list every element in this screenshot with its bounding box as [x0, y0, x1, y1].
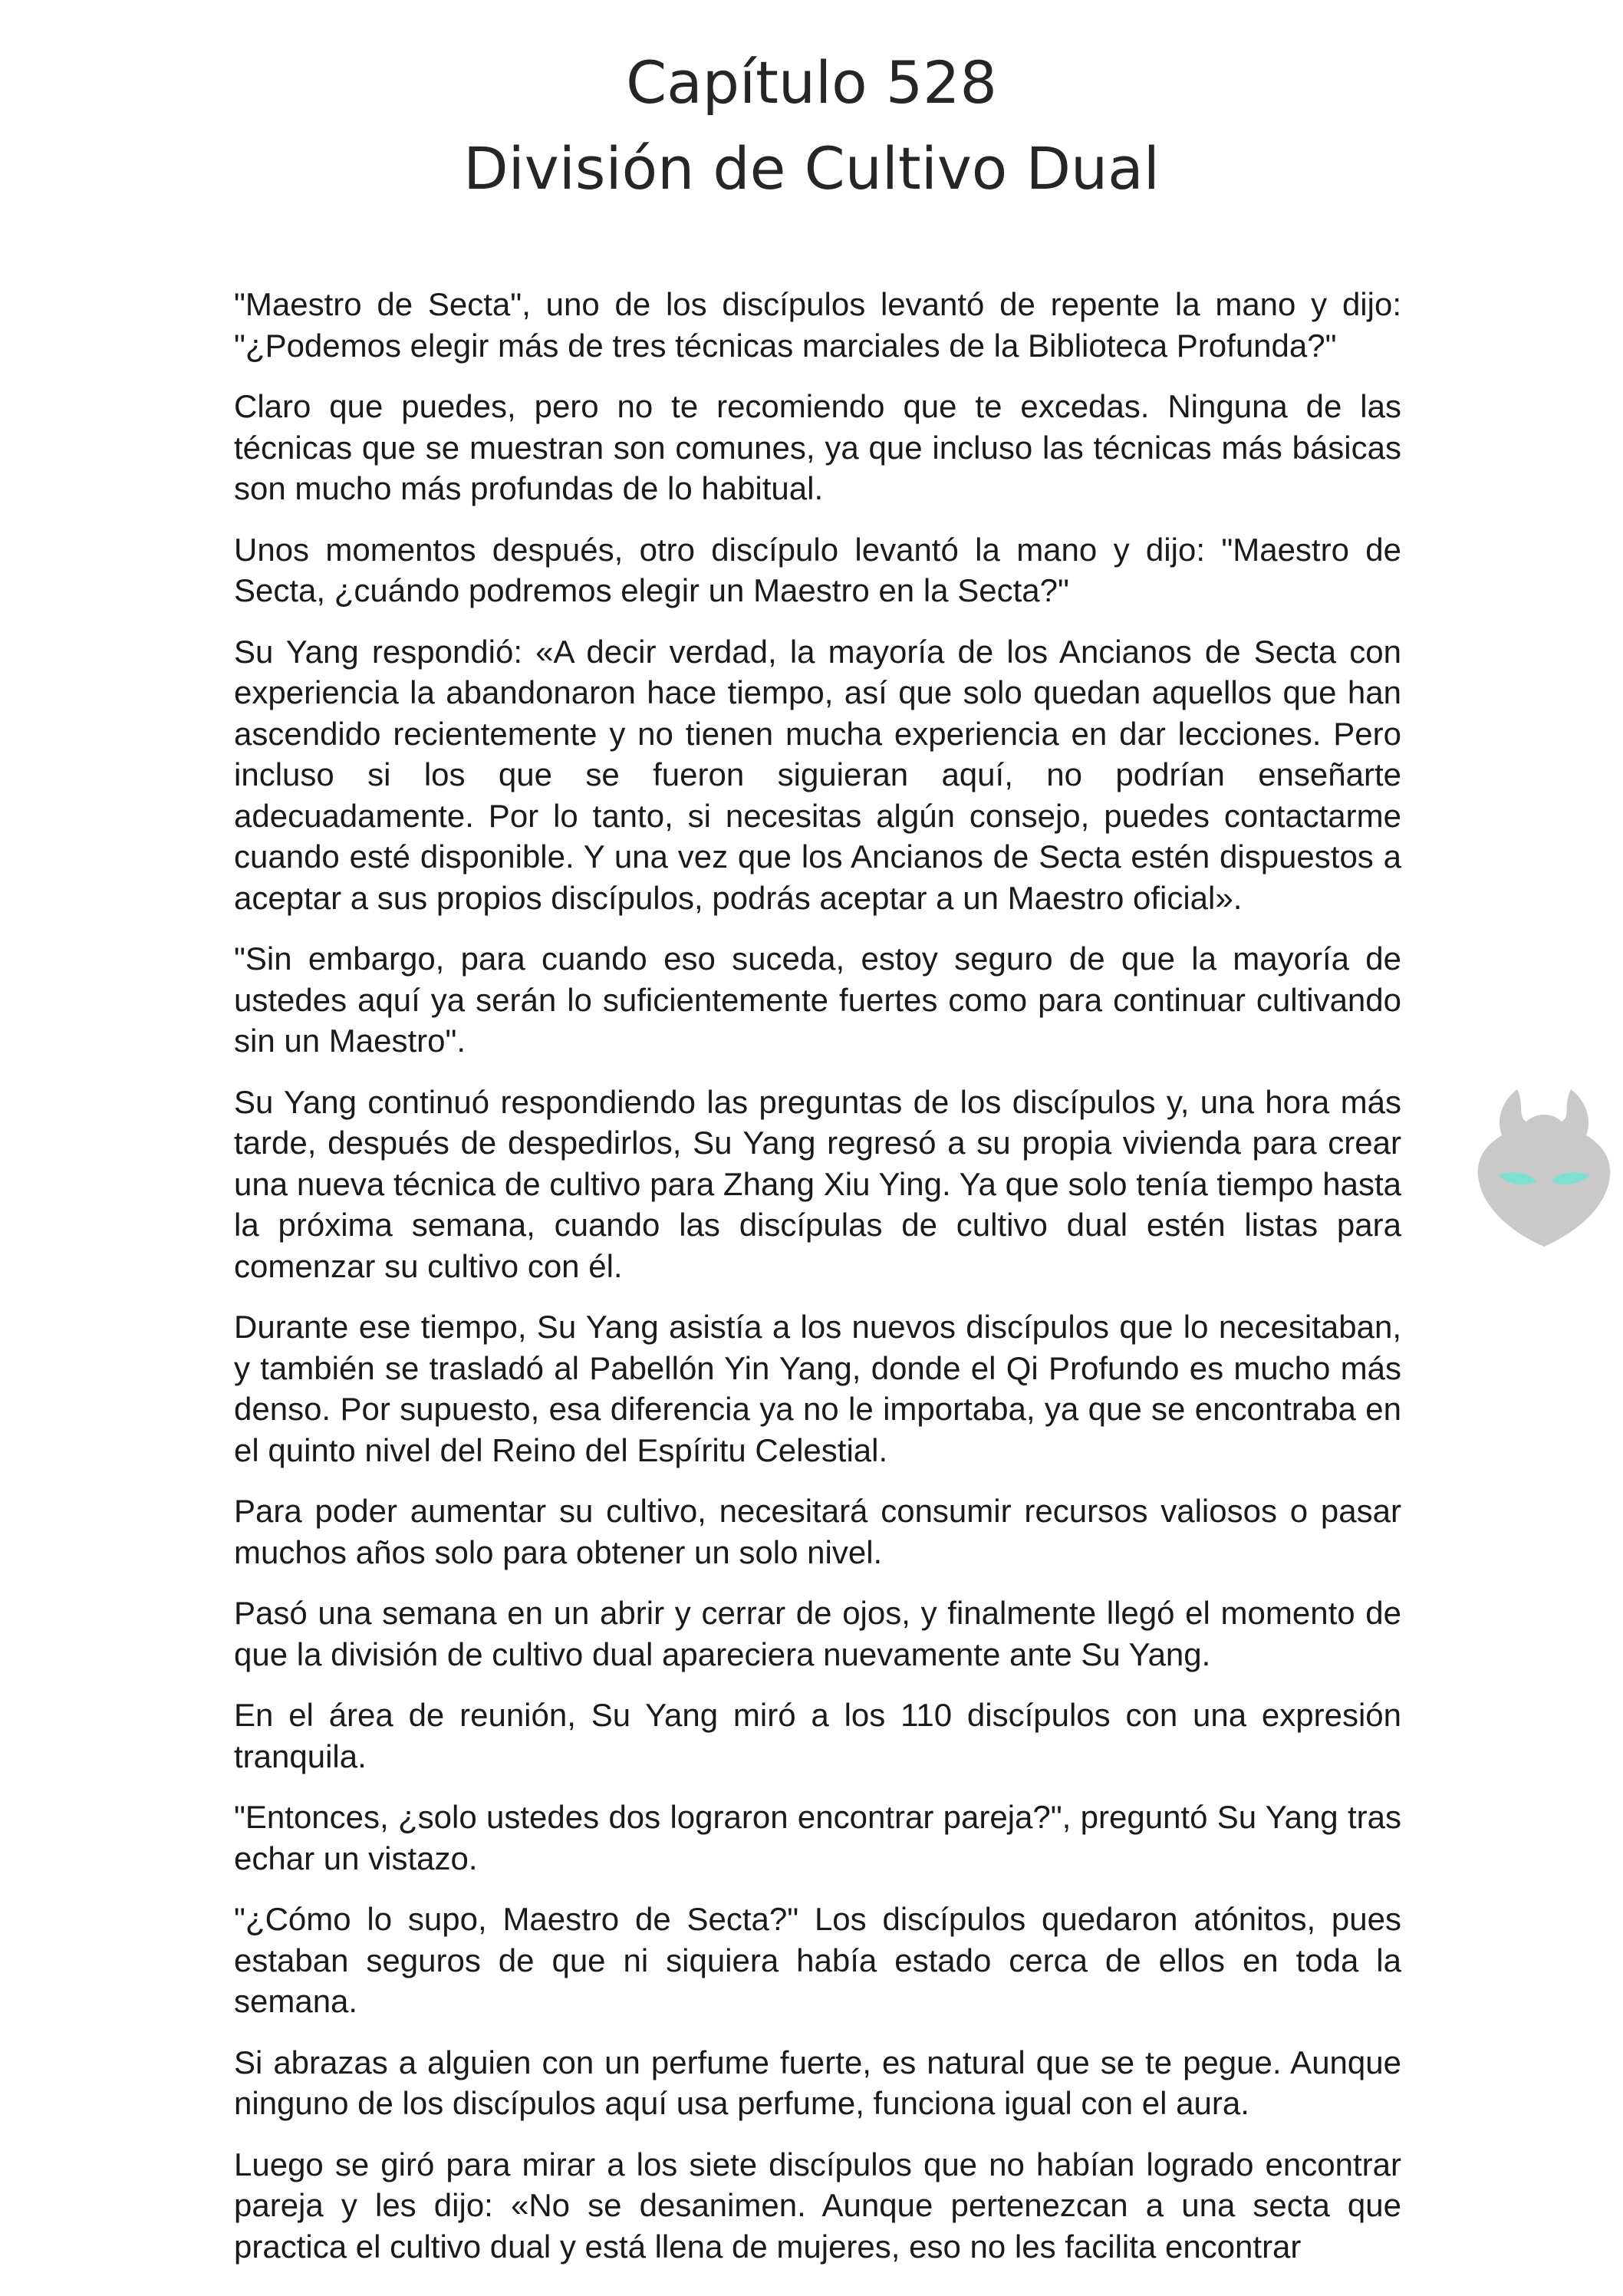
demon-head-icon	[1471, 1074, 1617, 1250]
paragraph: Durante ese tiempo, Su Yang asistía a los nuevos discípulos que lo necesitaban, y también se trasladó al Pabellón Yin Yang, donde el Qi Profundo es mucho más denso. Por supuesto, esa diferencia ya no le importaba, ya que se encontraba en el quinto nivel del Reino del Espíritu Celestial.	[234, 1309, 1401, 1468]
paragraph: "Entonces, ¿solo ustedes dos lograron encontrar pareja?", preguntó Su Yang tras echar un vistazo.	[234, 1799, 1401, 1876]
chapter-name: División de Cultivo Dual	[463, 134, 1160, 203]
paragraph: Su Yang respondió: «A decir verdad, la mayoría de los Ancianos de Secta con experiencia la abandonaron hace tiempo, así que solo quedan aquellos que han ascendido recientemente y no tienen mucha experiencia en dar lecciones. Pero incluso si los que se fueron siguieran aquí, no podrían enseñarte adecuadamente. Por lo tanto, si necesitas algún consejo, puedes contactarme cuando esté disponible. Y una vez que los Ancianos de Secta estén dispuestos a aceptar a sus propios discípulos, podrás aceptar a un Maestro oficial».	[234, 633, 1401, 916]
demon-head-shape	[1478, 1089, 1611, 1247]
chapter-title	[0, 40, 1623, 212]
paragraph: Si abrazas a alguien con un perfume fuerte, es natural que se te pegue. Aunque ninguno de los discípulos aquí usa perfume, funciona igual con el aura.	[234, 2044, 1401, 2121]
chapter-number: Capítulo 528	[626, 48, 997, 117]
paragraph: Pasó una semana en un abrir y cerrar de ojos, y finalmente llegó el momento de que la división de cultivo dual apareciera nuevamente ante Su Yang.	[234, 1595, 1401, 1672]
paragraph: "Sin embargo, para cuando eso suceda, estoy seguro de que la mayoría de ustedes aquí ya serán lo suficientemente fuertes como para continuar cultivando sin un Maestro".	[234, 940, 1401, 1059]
chapter-body	[234, 284, 1401, 2287]
paragraph: "Maestro de Secta", uno de los discípulos levantó de repente la mano y dijo: "¿Podemos elegir más de tres técnicas marciales de la Biblioteca Profunda?"	[234, 286, 1401, 364]
paragraph: Claro que puedes, pero no te recomiendo que te excedas. Ninguna de las técnicas que se muestran son comunes, ya que incluso las técnicas más básicas son mucho más profundas de lo habitual.	[234, 388, 1401, 506]
paragraph: "¿Cómo lo supo, Maestro de Secta?" Los discípulos quedaron atónitos, pues estaban seguros de que ni siquiera había estado cerca de ellos en toda la semana.	[234, 1901, 1401, 2019]
paragraph: Para poder aumentar su cultivo, necesitará consumir recursos valiosos o pasar muchos años solo para obtener un solo nivel.	[234, 1493, 1401, 1570]
paragraph: Luego se giró para mirar a los siete discípulos que no habían logrado encontrar pareja y les dijo: «No se desanimen. Aunque pertenezcan a una secta que practica el cultivo dual y está llena de mujeres, eso no les facilita encontrar	[234, 2146, 1401, 2265]
paragraph: Unos momentos después, otro discípulo levantó la mano y dijo: "Maestro de Secta, ¿cuándo podremos elegir un Maestro en la Secta?"	[234, 531, 1401, 608]
paragraph: En el área de reunión, Su Yang miró a los 110 discípulos con una expresión tranquila.	[234, 1697, 1401, 1774]
paragraph: Su Yang continuó respondiendo las preguntas de los discípulos y, una hora más tarde, después de despedirlos, Su Yang regresó a su propia vivienda para crear una nueva técnica de cultivo para Zhang Xiu Ying. Ya que solo tenía tiempo hasta la próxima semana, cuando las discípulas de cultivo dual estén listas para comenzar su cultivo con él.	[234, 1083, 1401, 1284]
